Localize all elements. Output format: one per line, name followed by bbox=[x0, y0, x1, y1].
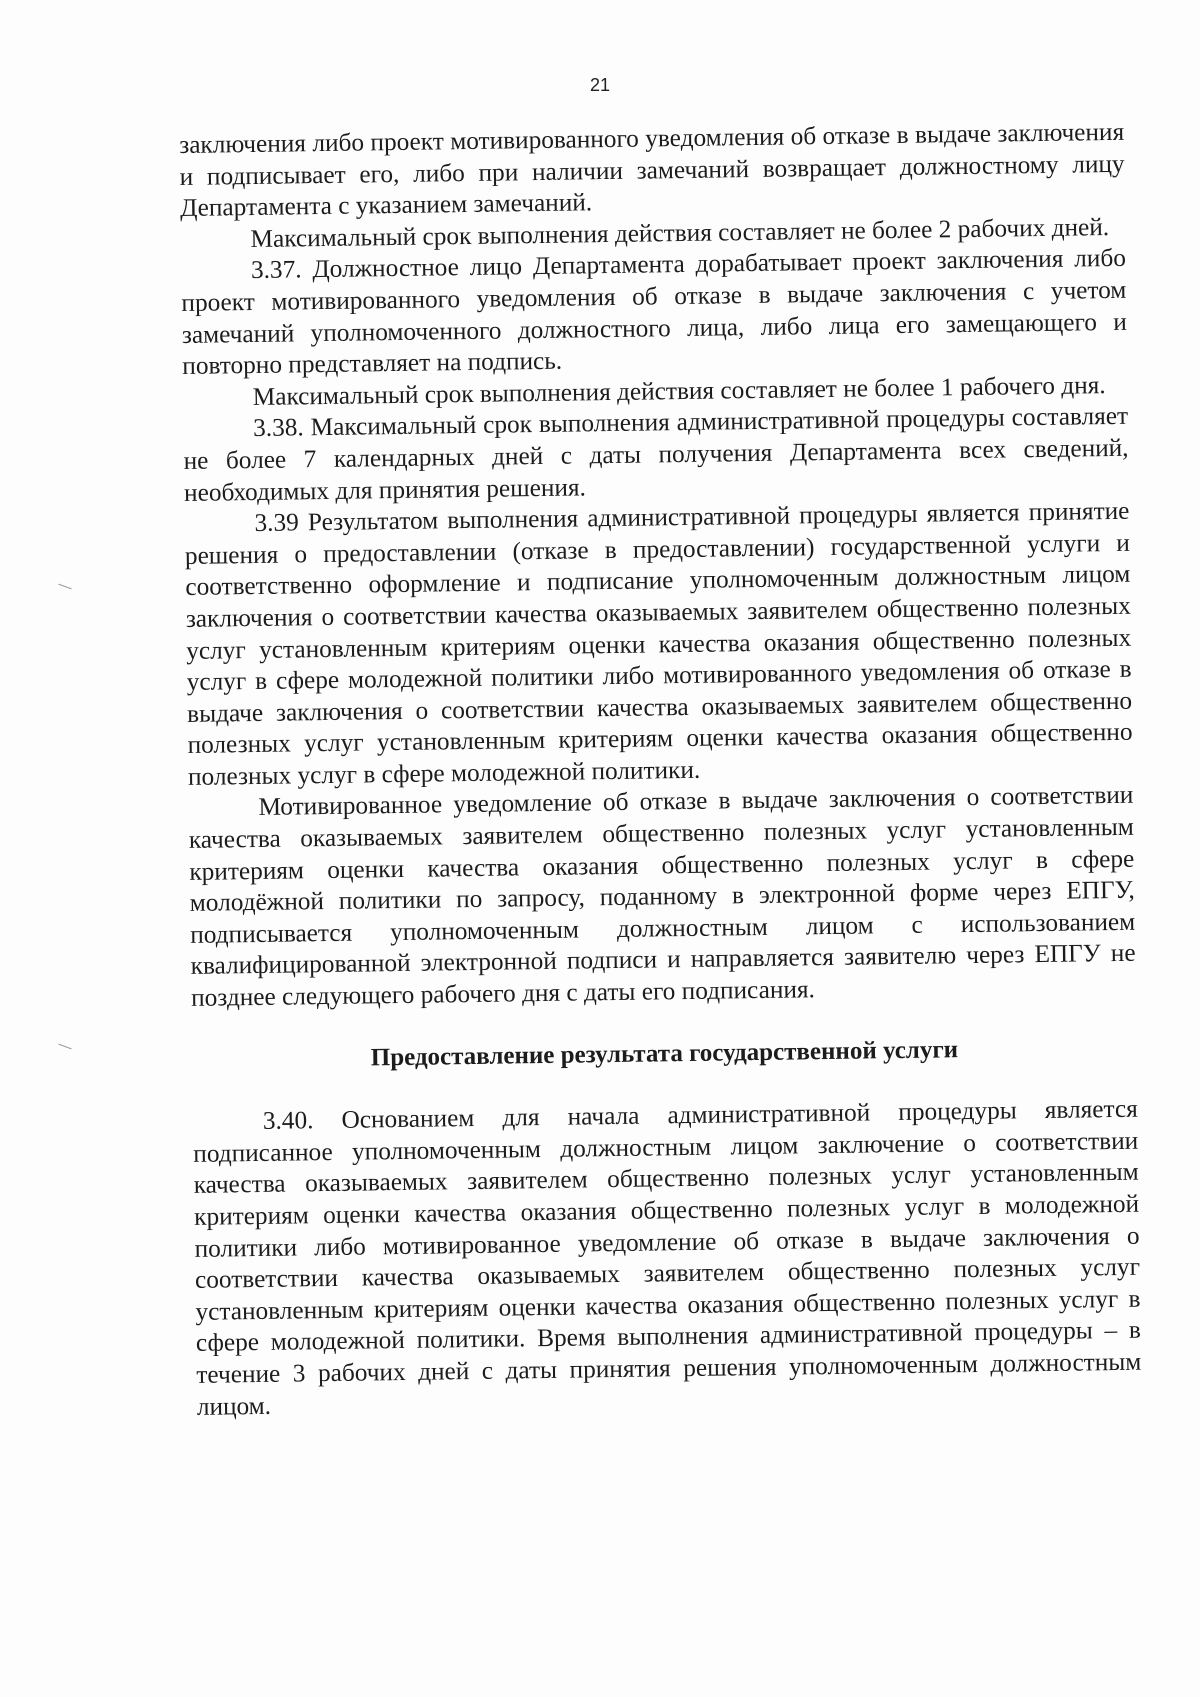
paragraph: 3.38. Максимальный срок выполнения административной процедуры составляет не более 7 календарных дней с даты получения Департамента всех сведений, необходимых для принятия решения. bbox=[183, 402, 1129, 507]
paragraph: 3.40. Основанием для начала административной процедуры является подписанное уполномоченным должностным лицом заключение о соответствии качества оказываемых заявителем общественно полезных услуг установленным критериям оценки качества оказания общественно полезных услуг в молодежной политики либо мотивированное уведомление об отказе в выдаче заключения о соответствии качества оказываемых заявителем общественно полезных услуг установленным критериям оценки качества оказания общественно полезных услуг в сфере молодежной политики. Время выполнения административной процедуры – в течение 3 рабочих дней с даты принятия решения уполномоченным должностным лицом. bbox=[193, 1094, 1142, 1421]
scan-mark bbox=[58, 584, 71, 590]
page-number: 21 bbox=[589, 75, 611, 95]
paragraph: 3.39 Результатом выполнения административной процедуры является принятие решения о предоставлении (отказе в предоставлении) государственной услуги и соответственно оформление и подписание уполномоченным должностным лицом заключения о соответствии качества оказываемых заявителем общественно полезных услуг установленным критериям оценки качества оказания общественно полезных услуг в сфере молодежной политики либо мотивированного уведомления об отказе в выдаче заключения о соответствии качества оказываемых заявителем общественно полезных услуг установленным критериям оценки качества оказания общественно полезных услуг в сфере молодежной политики. bbox=[184, 496, 1133, 791]
paragraph: Мотивированное уведомление об отказе в выдаче заключения о соответствии качества оказываемых заявителем общественно полезных услуг установленным критериям оценки качества оказания общественно полезных услуг в сфере молодёжной политики по запросу, поданному в электронной форме через ЕПГУ, подписывается уполномоченным должностным лицом с использованием квалифицированной электронной подписи и направляется заявителю через ЕПГУ не позднее следующего рабочего дня с даты его подписания. bbox=[188, 781, 1136, 1012]
scan-mark bbox=[58, 1044, 71, 1050]
paragraph: Максимальный срок выполнения действия составляет не более 2 рабочих дней. bbox=[250, 212, 1110, 253]
document-body bbox=[179, 117, 1142, 1423]
section-heading: Предоставление результата государственной услуги bbox=[370, 1035, 959, 1072]
paragraph: заключения либо проект мотивированного уведомления об отказе в выдаче заключения и подписывает его, либо при наличии замечаний возвращает должностному лицу Департамента с указанием замечаний. bbox=[179, 117, 1125, 223]
paragraph: Максимальный срок выполнения действия составляет не более 1 рабочего дня. bbox=[252, 370, 1106, 411]
paragraph: 3.37. Должностное лицо Департамента дорабатывает проект заключения либо проект мотивированного уведомления об отказе в выдаче заключения с учетом замечаний уполномоченного должностного лица, либо лица его замещающего и повторно представляет на подпись. bbox=[181, 244, 1127, 381]
